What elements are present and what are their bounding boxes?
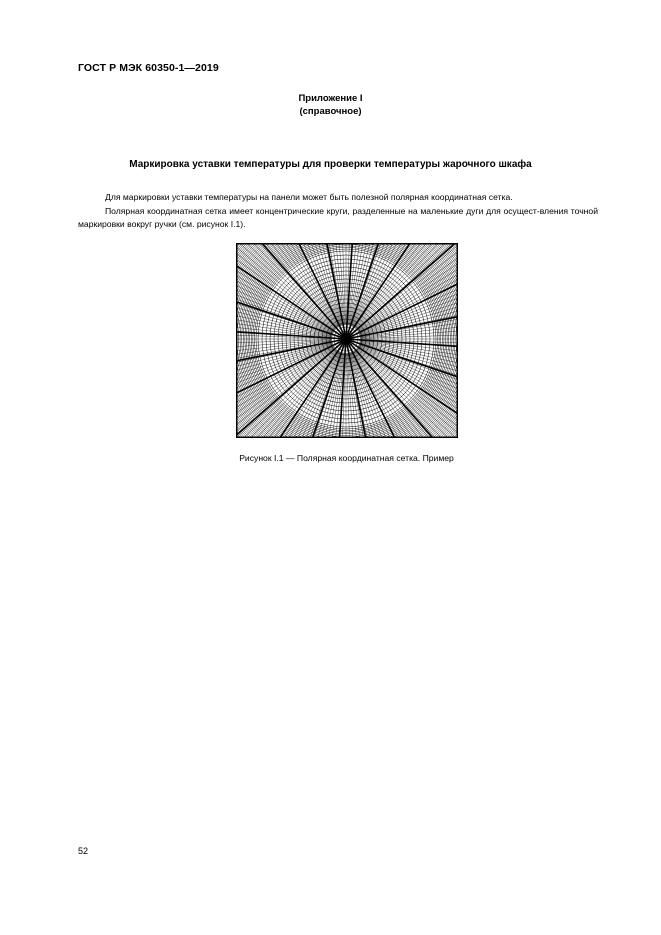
- figure-caption: Рисунок I.1 — Полярная координатная сетка. Пример: [239, 453, 454, 463]
- annex-status: (справочное): [299, 106, 362, 117]
- document-header: ГОСТ Р МЭК 60350-1—2019: [78, 62, 219, 74]
- section-title: Маркировка уставки температуры для проверки температуры жарочного шкафа: [129, 159, 532, 170]
- polar-grid-lines: [236, 243, 458, 438]
- polar-grid-image: [236, 243, 458, 438]
- body-paragraph-1: Для маркировки уставки температуры на панели может быть полезной полярная координатная сетка.: [105, 192, 513, 202]
- page-number: 52: [78, 846, 89, 856]
- body-paragraph-2: Полярная координатная сетка имеет концентрические круги, разделенные на маленькие дуги для осущест-вления точной маркировки вокруг ручки (см. рисунок I.1).: [78, 206, 598, 229]
- annex-title: Приложение I: [298, 93, 363, 104]
- polar-grid-figure: [236, 243, 458, 438]
